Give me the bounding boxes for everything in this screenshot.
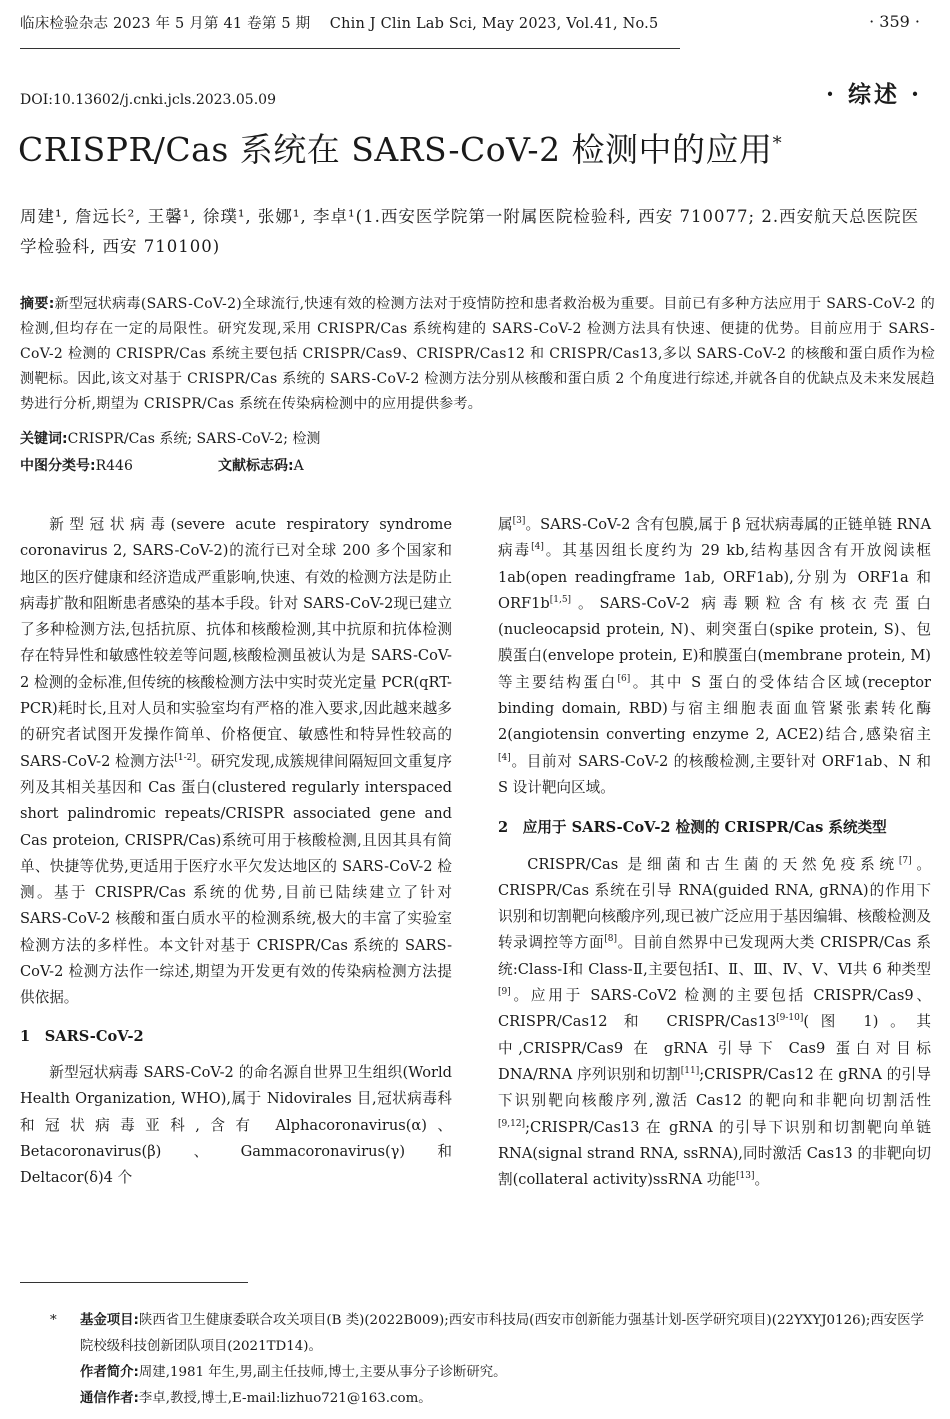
section1-paragraph: 新型冠状病毒 SARS-CoV-2 的命名源自世界卫生组织(World Health Organization, WHO),属于 Nidovirales 目,冠状病毒科和冠状病毒亚科,含有 Alphacoronavirus(α)、Betacoronavirus(β)、Gammacoronavirus(γ)和 Deltacor(δ)4 个 <box>20 1063 452 1187</box>
citation[interactable]: [1,5] <box>549 595 572 606</box>
doc-code <box>218 455 304 475</box>
doc-code-label: 文献标志码: <box>218 458 294 474</box>
left-column <box>20 512 452 1191</box>
text: 。目前对 SARS-CoV-2 的核酸检测,主要针对 ORF1ab、N 和 S 设计靶向区域。 <box>498 752 931 796</box>
classification <box>20 455 304 475</box>
contact-text[interactable]: 李卓,教授,博士,E-mail:lizhuo721@163.com。 <box>138 1391 432 1406</box>
citation[interactable]: [4] <box>531 542 544 553</box>
footnote-star: * <box>50 1313 57 1328</box>
text: ;CRISPR/Cas12 在 gRNA 的引导下识别靶向核酸序列,激活 Cas12 的靶向和非靶向切割活性 <box>498 1065 931 1110</box>
citation[interactable]: [6] <box>617 673 631 684</box>
intro-text-b: 。研究发现,成簇规律间隔短回文重复序列及其相关基因和 Cas 蛋白(clustered regularly interspaced short palindromic repeats/CRISPR associated gene and Cas proteion, CRISPR/Cas)系统可用于核酸检测,且因其具有简单、快捷等优势,更适用于医疗水平欠发达地区的 SARS-CoV-2 检测。基于 CRISPR/Cas 系统的优势,目前已陆续建立了针对 SARS-CoV-2 核酸和蛋白质水平的检测系统,极大的丰富了实验室检测方法的多样性。本文针对基于 CRISPR/Cas 系统的 SARS-CoV-2 检测方法作一综述,期望为开发更有效的传染病检测方法提供依据。 <box>20 752 453 1007</box>
citation[interactable]: [3] <box>512 516 526 527</box>
abstract-text: 新型冠状病毒(SARS-CoV-2)全球流行,快速有效的检测方法对于疫情防控和患者救治极为重要。目前已有多种方法应用于 SARS-CoV-2 的检测,但均存在一定的局限性。研究发现,采用 CRISPR/Cas 系统构建的 SARS-CoV-2 检测方法具有快速、便捷的优势。目前应用于 SARS-CoV-2 检测的 CRISPR/Cas 系统主要包括 CRISPR/Cas9、CRISPR/Cas12 和 CRISPR/Cas13,多以 SARS-CoV-2 的核酸和蛋白质作为检测靶标。因此,该文对基于 CRISPR/Cas 系统的 SARS-CoV-2 检测方法分别从核酸和蛋白质 2 个角度进行综述,并就各自的优缺点及未来发展趋势进行分析,期望为 CRISPR/Cas 系统在传染病检测中的应用提供参考。 <box>20 296 935 412</box>
journal-header: 临床检验杂志 2023 年 5 月第 41 卷第 5 期 Chin J Clin Lab Sci, May 2023, Vol.41, No.5 <box>20 16 659 32</box>
abstract-label: 摘要: <box>20 296 55 312</box>
keywords-text: CRISPR/Cas 系统; SARS-CoV-2; 检测 <box>67 431 321 447</box>
citation[interactable]: [8] <box>604 934 618 945</box>
section1-paragraph-cont <box>498 512 931 801</box>
text: 。其中 S 蛋白的受体结合区域(receptor binding domain, RBD)与宿主细胞表面血管紧张素转化酶 2(angiotensin converting enzyme 2, ACE2)结合,感染宿主 <box>498 673 931 744</box>
section-tag: · 综述 · <box>825 81 922 108</box>
text: 属 <box>498 516 513 533</box>
clc-label: 中图分类号: <box>20 458 96 474</box>
section2-paragraph <box>498 852 931 1194</box>
right-column <box>498 512 931 1193</box>
author-bio <box>80 1360 935 1386</box>
text: CRISPR/Cas 是细菌和古生菌的天然免疫系统 <box>527 855 899 873</box>
author-bio-label: 作者简介: <box>80 1365 139 1380</box>
intro-text-a: 新型冠状病毒(severe acute respiratory syndrome coronavirus 2, SARS-CoV-2)的流行已对全球 200 多个国家和地区的医疗健康和经济造成严重影响,快速、有效的检测方法是防止病毒扩散和阻断患者感染的基本手段。针对 SARS-CoV-2现已建立了多种检测方法,包括抗原、抗体和核酸检测,其中抗原和抗体检测存在特异性和敏感性较差等问题,核酸检测虽被认为是 SARS-CoV-2 检测的金标准,但传统的核酸检测方法中实时荧光定量 PCR(qRT-PCR)耗时长,且对人员和实验室均有严格的准入要求,因此越来越多的研究者试图开发操作简单、价格便宜、敏感性和特异性较高的 SARS-CoV-2 检测方法 <box>20 516 452 770</box>
citation[interactable]: [9-10] <box>776 1013 804 1024</box>
text: 。其基因组长度约为 29 kb,结构基因含有开放阅读框 1ab(open readingframe 1ab, ORF1ab),分别为 ORF1a 和 ORF1b <box>498 542 931 612</box>
citation[interactable]: [4] <box>498 752 511 763</box>
intro-paragraph <box>20 512 452 1012</box>
clc-value: R446 <box>95 458 133 474</box>
keywords-label: 关键词: <box>20 431 68 447</box>
doi[interactable]: DOI:10.13602/j.cnki.jcls.2023.05.09 <box>20 92 276 108</box>
abstract <box>20 292 935 417</box>
footnote <box>50 1308 935 1412</box>
footnote-rule <box>20 1282 248 1283</box>
fund-text: 陕西省卫生健康委联合攻关项目(B 类)(2022B009);西安市科技局(西安市创新能力强基计划-医学研究项目)(22YXYJ0126);西安医学院校级科技创新团队项目(2021TD14)。 <box>80 1313 924 1354</box>
text: ;CRISPR/Cas13 在 gRNA 的引导下识别和切割靶向单链 RNA(signal strand RNA, ssRNA),同时激活 Cas13 的非靶向切割(collateral activity)ssRNA 功能 <box>498 1118 931 1189</box>
citation[interactable]: [13] <box>736 1171 755 1182</box>
page-number: · 359 · <box>869 12 920 31</box>
contact-label: 通信作者: <box>80 1391 139 1406</box>
text: 。SARS-CoV-2 病毒颗粒含有核衣壳蛋白(nucleocapsid protein, N)、刺突蛋白(spike protein, S)、包膜蛋白(envelope protein, E)和膜蛋白(membrane protein, M)等主要结构蛋白 <box>498 594 931 691</box>
fund-label: 基金项目: <box>80 1313 139 1328</box>
title-text: CRISPR/Cas 系统在 SARS-CoV-2 检测中的应用 <box>18 130 773 169</box>
citation[interactable]: [7] <box>898 855 912 866</box>
citation[interactable]: [11] <box>680 1066 700 1077</box>
keywords <box>20 428 320 448</box>
text: 。SARS-CoV-2 含有包膜,属于 β 冠状病毒属的正链单链 RNA 病毒 <box>498 516 931 560</box>
text: 。目前自然界中已发现两大类 CRISPR/Cas 系统:Class-Ⅰ和 Class-Ⅱ,主要包括Ⅰ、Ⅱ、Ⅲ、Ⅳ、Ⅴ、Ⅵ共 6 种类型 <box>498 934 931 978</box>
title-footnote-mark: * <box>772 133 783 154</box>
text: 。应用于 SARS-CoV2 检测的主要包括 CRISPR/Cas9、CRISPR/Cas12 和 CRISPR/Cas13 <box>498 987 931 1031</box>
article-title <box>18 124 782 171</box>
section-heading-1: 1 SARS-CoV-2 <box>20 1027 144 1045</box>
doc-code-value: A <box>293 458 304 474</box>
author-list: 周建¹, 詹远长², 王馨¹, 徐璞¹, 张娜¹, 李卓¹(1.西安医学院第一附属医院检验科, 西安 710077; 2.西安航天总医院医学检验科, 西安 710100) <box>20 207 920 256</box>
fund-info <box>80 1308 935 1360</box>
section-heading-2: 2 应用于 SARS-CoV-2 检测的 CRISPR/Cas 系统类型 <box>498 819 887 837</box>
citation[interactable]: [9] <box>498 987 511 998</box>
author-bio-text: 周建,1981 年生,男,副主任技师,博士,主要从事分子诊断研究。 <box>138 1365 507 1380</box>
text: 。 <box>754 1171 770 1189</box>
citation[interactable]: [9,12] <box>498 1118 526 1129</box>
corresponding-author <box>80 1386 935 1412</box>
text: (图 1)。其中,CRISPR/Cas9 在 gRNA 引导下 Cas9 蛋白对目标 DNA/RNA 序列识别和切割 <box>498 1013 931 1083</box>
text: 。CRISPR/Cas 系统在引导 RNA(guided RNA, gRNA)的作用下识别和切割靶向核酸序列,现已被广泛应用于基因编辑、核酸检测及转录调控等方面 <box>498 855 931 952</box>
header-rule <box>20 48 680 49</box>
citation[interactable]: [1-2] <box>174 752 196 763</box>
